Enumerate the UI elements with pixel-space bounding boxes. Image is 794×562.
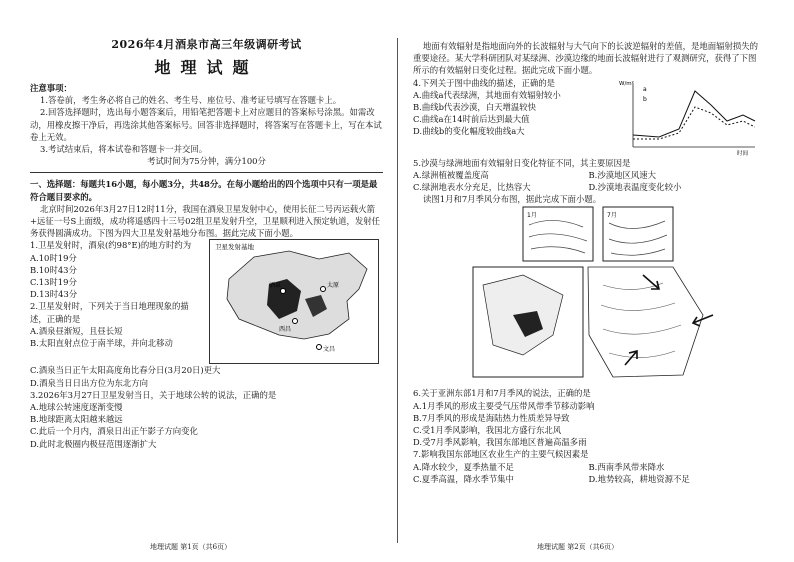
q1-option-a: A.10时19分 [30,252,77,263]
q3-option-d: D.此时北极圈内极昼范围逐渐扩大 [30,438,157,449]
series-b-line [633,107,755,139]
label-jiuquan: 酒泉 [269,282,282,290]
monsoon-maps [413,205,763,383]
q7-option-d: D.地势较高，耕地资源不足 [588,473,690,484]
radiation-chart [619,77,759,157]
q2-option-a: A.酒泉昼渐短，且昼长短 [30,325,123,336]
right-page [397,0,794,562]
q4-option-d: D.曲线b的变化幅度较曲线a大 [413,126,525,137]
q7-option-c: C.夏季高温，降水季节集中 [413,473,514,484]
q3-option-c: C.此后一个月内，酒泉日出正午影子方向变化 [30,426,198,437]
launch-site-map [209,239,379,364]
wenchang-marker [317,345,322,350]
q6-option-b: B.7月季风的形成是海陆热力性质差异导致 [413,412,570,423]
map-title: 卫星发射基地 [215,243,254,252]
label-july: 7月 [607,212,617,220]
passage-1: 北京时间2026年3月27日12时11分，我国在酒泉卫星发射中心，使用长征二号丙运载火箭+远征一号S上面级，成功将遥感四十三号02组卫星发射升空，卫星顺利进入预定轨道，发射任务获得圆满成功。下图为四大卫星发射基地分布图。据此完成下面小题。 [30,203,381,239]
q7-option-b: B.西南季风带来降水 [588,461,665,472]
q6-option-a: A.1月季风的形成主要受气压带风带季节移动影响 [413,400,595,411]
question-1: 1.卫星发射时，酒泉(约98°E)的地方时约为 [30,240,192,251]
q1-option-b: B.10时43分 [30,264,77,275]
notes-heading: 注意事项： [30,83,72,93]
chart-ylabel: W/m² [619,80,634,87]
taiyuan-marker [321,287,326,292]
label-january: 1月 [527,212,537,220]
q6-option-c: C.受1月季风影响，我国北方盛行东北风 [413,425,562,436]
question-4: 4.下列关于图中曲线的描述，正确的是 [413,77,555,88]
time-note: 考试时间为75分钟，满分100分 [147,156,266,167]
passage-2: 读图1月和7月季风分布图，据此完成下面小题。 [423,194,602,205]
q2-option-b: B.太阳直射点位于南半球，并向北移动 [30,338,173,349]
question-6: 6.关于亚洲东部1月和7月季风的说法，正确的是 [413,388,591,399]
series-a-line [633,91,755,137]
label-wenchang: 文昌 [323,346,336,354]
label-taiyuan: 太原 [327,282,340,290]
footer-page-2: 地理试题 第2页（共6页） [537,543,619,551]
q3-option-a: A.地球公转速度逐渐变慢 [30,402,123,413]
question-2: 2.卫星发射时，下列关于当日地理现象的描述，正确的是 [30,301,189,324]
q2-option-c: C.酒泉当日正午太阳高度角比春分日(3月20日)更大 [30,365,221,376]
q7-option-a: A.降水较少，夏季热量不足 [413,461,514,472]
subject-title: 地理试题 [154,58,259,77]
xichang-marker [293,319,298,324]
top-passage: 地面有效辐射是指地面向外的长波辐射与大气向下的长波逆辐射的差值，是地面辐射损失的重要途径。某大学科研团队对某绿洲、沙漠边缘的地面长波辐射进行了观测研究，获得了下图所示的有效辐射日变化过程。据此完成下面小题。 [413,41,758,76]
footer-page-1: 地理试题 第1页（共6页） [150,543,232,551]
chart-xlabel: 时间 [737,150,749,157]
q1-option-d: D.13时43分 [30,289,78,300]
q4-option-c: C.曲线a在14时前后达到最大值 [413,114,530,125]
east-asia-map [588,267,703,377]
q4-option-a: A.曲线a代表绿洲，其地面有效辐射较小 [413,89,561,100]
question-7: 7.影响我国东部地区农业生产的主要气候因素是 [413,449,589,460]
note-1: 1.答卷前，考生务必将自己的姓名、考生号、座位号、准考证号填写在答题卡上。 [40,95,342,106]
q4-option-b: B.曲线b代表沙漠，白天增温较快 [413,102,537,113]
legend-b: b [643,95,647,103]
q3-option-b: B.地球距离太阳越来越远 [30,414,123,425]
q5-option-c: C.绿洲地表水分充足，比热容大 [413,182,531,193]
q5-option-b: B.沙漠地区风速大 [588,169,656,180]
exam-title: 2026年4月酒泉市高三年级调研考试 [111,38,302,51]
question-3: 3.2026年3月27日卫星发射当日，关于地球公转的说法，正确的是 [30,389,277,400]
separator [30,172,383,173]
jiuquan-marker [281,289,286,294]
q6-option-d: D.受7月季风影响，我国东部地区普遍高温多雨 [413,437,587,448]
note-3: 3.考试结束后，将本试卷和答题卡一并交回。 [40,144,208,155]
q5-option-a: A.绿洲植被覆盖度高 [413,169,489,180]
question-5: 5.沙漠与绿洲地面有效辐射日变化特征不同，其主要原因是 [413,157,631,168]
label-xichang: 西昌 [279,326,292,334]
q2-option-d: D.酒泉当日日出方位为东北方向 [30,377,148,388]
q1-option-c: C.13时19分 [30,277,77,288]
q5-option-d: D.沙漠地表温度变化较小 [588,182,682,193]
note-2: 2.回答选择题时，选出每小题答案后，用铅笔把答题卡上对应题目的答案标号涂黑。如需改动，用橡皮擦干净后，再选涂其他答案标号。回答非选择题时，将答案写在答题卡上，写在本试卷上无效。 [30,107,382,142]
legend-a: a [643,85,647,93]
section1-heading: 一、选择题：每题共16小题，每小题3分，共48分。在每小题给出的四个选项中只有一项是最符合题目要求的。 [30,179,378,202]
